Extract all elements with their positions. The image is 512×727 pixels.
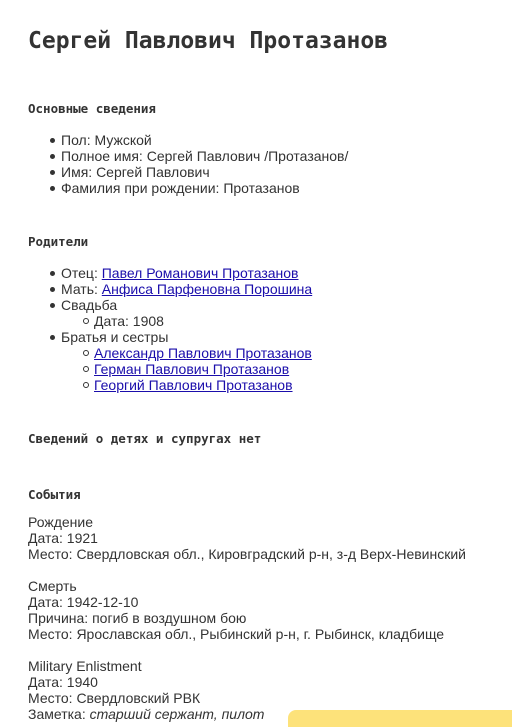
first-name-value: Сергей Павлович <box>96 164 210 180</box>
event-birth-place <box>28 546 466 562</box>
event-death <box>28 578 444 642</box>
page-title: Сергей Павлович Протазанов <box>28 28 389 54</box>
date-value: 1940 <box>66 674 98 690</box>
event-military <box>28 658 264 722</box>
place-value: Ярославская обл., Рыбинский р-н, г. Рыбинск, кладбище <box>76 626 445 642</box>
event-death-date <box>28 594 444 610</box>
father-link[interactable]: Павел Романович Протазанов <box>101 265 299 281</box>
place-label: Место: <box>28 690 73 706</box>
bottom-banner[interactable] <box>288 710 512 727</box>
note-label: Заметка: <box>28 706 86 722</box>
event-birth-title: Рождение <box>28 514 94 530</box>
event-military-date <box>28 674 264 690</box>
date-value: 1942-12-10 <box>66 594 139 610</box>
date-value: 1921 <box>66 530 98 546</box>
basic-info-item-birth-surname <box>61 180 348 196</box>
children-heading: Сведений о детях и супругах нет <box>28 431 262 446</box>
sibling-item <box>94 377 312 393</box>
basic-info-item-gender <box>61 132 348 148</box>
event-death-title: Смерть <box>28 578 77 594</box>
event-birth <box>28 514 466 562</box>
father-item <box>61 265 312 281</box>
event-military-note <box>28 706 264 722</box>
siblings-sublist <box>94 345 312 393</box>
sibling-link-georgiy[interactable]: Георгий Павлович Протазанов <box>94 377 293 393</box>
birth-surname-label: Фамилия при рождении: <box>61 180 220 196</box>
sibling-item <box>94 361 312 377</box>
gender-value: Мужской <box>94 132 152 148</box>
gender-label: Пол: <box>61 132 91 148</box>
wedding-item <box>61 297 312 329</box>
siblings-item <box>61 329 312 393</box>
father-label: Отец: <box>61 265 98 281</box>
note-value: старший сержант, пилот <box>89 706 265 722</box>
full-name-value: Сергей Павлович /Протазанов/ <box>146 148 349 164</box>
place-value: Свердловская обл., Кировградский р-н, з-д Верх-Невинский <box>76 546 466 562</box>
mother-link[interactable]: Анфиса Парфеновна Порошина <box>101 281 313 297</box>
mother-item <box>61 281 312 297</box>
wedding-date-value: 1908 <box>132 313 164 329</box>
full-name-label: Полное имя: <box>61 148 143 164</box>
event-military-title: Military Enlistment <box>28 658 142 674</box>
wedding-sublist <box>94 313 312 329</box>
event-birth-date <box>28 530 466 546</box>
basic-info-item-full-name <box>61 148 348 164</box>
date-label: Дата: <box>28 674 63 690</box>
siblings-label: Братья и сестры <box>61 329 169 345</box>
place-label: Место: <box>28 546 73 562</box>
parents-heading: Родители <box>28 234 89 249</box>
parents-list <box>61 265 312 393</box>
cause-value: погиб в воздушном бою <box>92 610 247 626</box>
basic-info-heading: Основные сведения <box>28 101 156 116</box>
date-label: Дата: <box>28 594 63 610</box>
event-death-place <box>28 626 444 642</box>
event-death-cause <box>28 610 444 626</box>
basic-info-list <box>61 132 348 196</box>
sibling-link-german[interactable]: Герман Павлович Протазанов <box>94 361 290 377</box>
basic-info-item-first-name <box>61 164 348 180</box>
wedding-label: Свадьба <box>61 297 118 313</box>
sibling-item <box>94 345 312 361</box>
place-value: Свердловский РВК <box>76 690 201 706</box>
wedding-date-label: Дата: <box>94 313 129 329</box>
wedding-date-item <box>94 313 312 329</box>
mother-label: Мать: <box>61 281 98 297</box>
event-military-place <box>28 690 264 706</box>
date-label: Дата: <box>28 530 63 546</box>
place-label: Место: <box>28 626 73 642</box>
birth-surname-value: Протазанов <box>223 180 300 196</box>
events-heading: События <box>28 487 81 502</box>
first-name-label: Имя: <box>61 164 93 180</box>
sibling-link-alexander[interactable]: Александр Павлович Протазанов <box>94 345 312 361</box>
cause-label: Причина: <box>28 610 89 626</box>
